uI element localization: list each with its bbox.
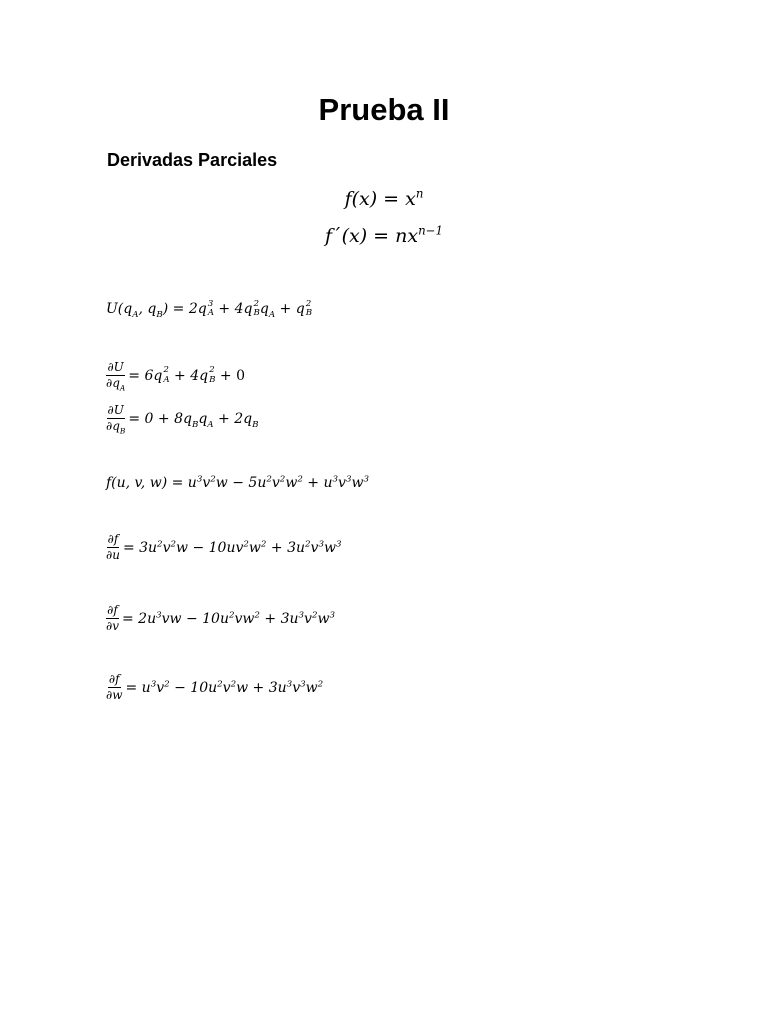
partial-u-qa-equation: $\frac{\partial U}{\partial q_A}$ = 6q 2 A + 4q 2 B + 0 xyxy=(106,360,246,393)
power-rule-line-2: f´(x) = $nx^{n-1}$ xyxy=(325,223,443,247)
fraction: $\frac{\partial U}{\partial q_A}$ xyxy=(106,360,126,393)
fraction: $\frac{\partial f}{\partial u}$ xyxy=(106,532,120,562)
partial-u-qb-equation: $\frac{\partial U}{\partial q_B}$ = $0 + 8q_Bq_A + 2q_B$ xyxy=(106,403,259,436)
utility-function-equation: $U(q_A$, $q_B) = 2q$ 3 A + 4q 2 B $q_A + q$ 2 B xyxy=(106,299,313,320)
fraction: $\frac{\partial f}{\partial v}$ xyxy=(106,603,119,633)
power-rule-line-1: $f(x) = x^n$ xyxy=(344,186,424,210)
partial-f-v-equation: $\frac{\partial f}{\partial v}$ = $2u^3vw - 10u^2vw^2 + 3u^3v^2w^3$ xyxy=(106,603,336,633)
section-heading: Derivadas Parciales xyxy=(107,150,278,170)
fraction: $\frac{\partial f}{\partial w}$ xyxy=(106,672,123,702)
fraction: $\frac{\partial U}{\partial q_B}$ xyxy=(106,403,126,436)
page-title: Prueba II xyxy=(318,92,450,127)
function-f-equation: f(u, v, $w) = u^3v^2w - 5u^2v^2w^2 + u^3v^3w^3$ xyxy=(106,474,369,491)
partial-f-w-equation: $\frac{\partial f}{\partial w}$ = $u^3v^2 - 10u^2v^2w + 3u^3v^3w^2$ xyxy=(106,672,324,702)
partial-f-u-equation: $\frac{\partial f}{\partial u}$ = $3u^2v^2w - 10uv^2w^2 + 3u^2v^3w^3$ xyxy=(106,532,342,562)
